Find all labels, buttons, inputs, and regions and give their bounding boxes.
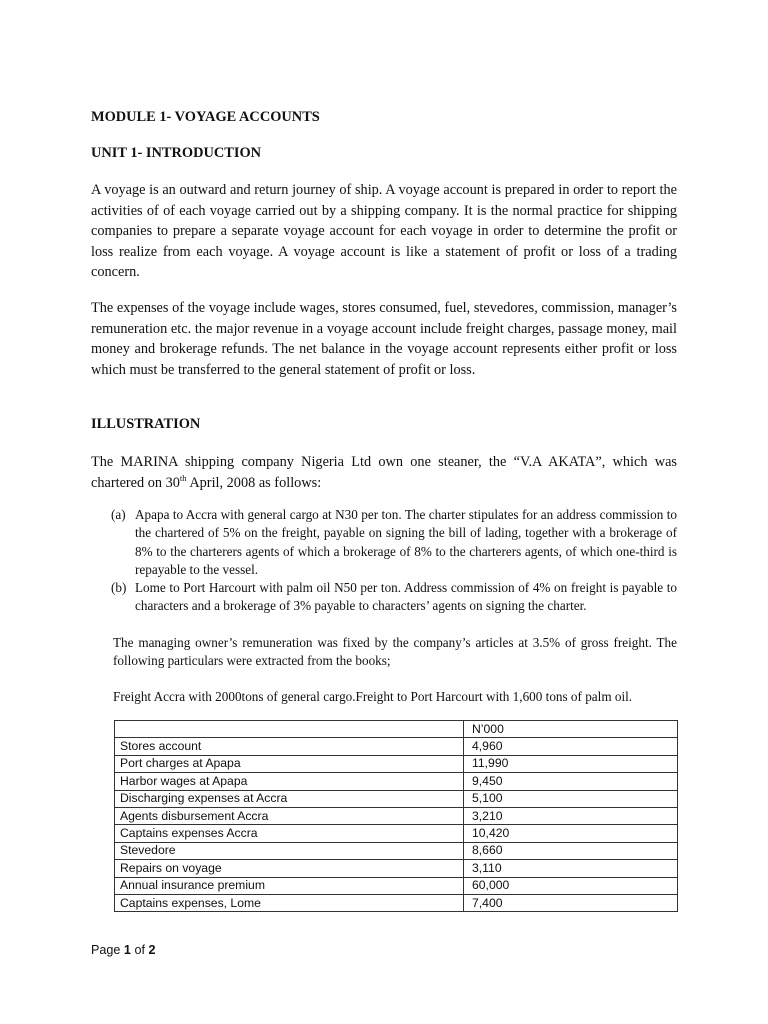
table-row (115, 807, 678, 824)
expense-label: Agents disbursement Accra (115, 807, 464, 824)
table-row (115, 877, 678, 894)
table-row (115, 860, 678, 877)
expense-amount: 8,660 (464, 842, 678, 859)
expense-label: Captains expenses Accra (115, 825, 464, 842)
expense-amount: 4,960 (464, 738, 678, 755)
charter-term-marker: (b) (111, 580, 127, 596)
table-row (115, 738, 678, 755)
footer-page-word: Page (91, 943, 121, 957)
charter-term-text: Lome to Port Harcourt with palm oil N50 per ton. Address commission of 4% on freight is payable to characters and a brokerage of 3% payable to characters’ agents on signing the charter. (135, 580, 677, 614)
table-row (115, 894, 678, 911)
expense-amount: 7,400 (464, 894, 678, 911)
expense-amount: 5,100 (464, 790, 678, 807)
table-header-amount: N’000 (464, 721, 678, 738)
table-row (115, 825, 678, 842)
table-row (115, 842, 678, 859)
freight-note: Freight Accra with 2000tons of general cargo.Freight to Port Harcourt with 1,600 tons of palm oil. (113, 689, 633, 704)
remuneration-note: The managing owner’s remuneration was fixed by the company’s articles at 3.5% of gross freight. The following particulars were extracted from the books; (113, 635, 677, 669)
table-header-label (115, 721, 464, 738)
page-footer (91, 943, 155, 957)
illustration-intro-before: The MARINA shipping company Nigeria Ltd own one steaner, the “V.A AKATA”, which was chartered on 30 (91, 454, 677, 491)
module-title: MODULE 1- VOYAGE ACCOUNTS (91, 109, 320, 125)
expense-label: Repairs on voyage (115, 860, 464, 877)
expense-label: Captains expenses, Lome (115, 894, 464, 911)
expense-label: Stevedore (115, 842, 464, 859)
expense-amount: 9,450 (464, 773, 678, 790)
expense-amount: 3,210 (464, 807, 678, 824)
charter-term-text: Apapa to Accra with general cargo at N30 per ton. The charter stipulates for an address commission to the chartered of 5% on the freight, payable on signing the bill of lading, together with a brokerage of 8% to the charterers agents of which a brokerage of 8% to the charterers agents, of which one-third is repayable to the vessel. (135, 507, 677, 577)
charter-terms-list (111, 506, 677, 616)
expense-table (114, 720, 678, 912)
footer-total-pages: 2 (148, 943, 156, 957)
expense-amount: 60,000 (464, 877, 678, 894)
intro-paragraph-2: The expenses of the voyage include wages, stores consumed, fuel, stevedores, commission, manager’s remuneration etc. the major revenue in a voyage account include freight charges, passage money, mail money and brokerage refunds. The net balance in the voyage account represents either profit or loss which must be transferred to the general statement of profit or loss. (91, 300, 677, 378)
expense-amount: 11,990 (464, 755, 678, 772)
table-header-row (115, 721, 678, 738)
table-row (115, 790, 678, 807)
expense-label: Annual insurance premium (115, 877, 464, 894)
illustration-intro (91, 452, 677, 493)
expense-amount: 3,110 (464, 860, 678, 877)
illustration-title: ILLUSTRATION (91, 416, 201, 432)
expense-label: Port charges at Apapa (115, 755, 464, 772)
expense-label: Discharging expenses at Accra (115, 790, 464, 807)
illustration-intro-after: April, 2008 as follows: (186, 474, 322, 491)
charter-term (111, 506, 677, 579)
table-row (115, 773, 678, 790)
footer-of-word: of (134, 943, 145, 957)
unit-title: UNIT 1- INTRODUCTION (91, 145, 262, 161)
footer-current-page: 1 (123, 943, 131, 957)
expense-amount: 10,420 (464, 825, 678, 842)
charter-term-marker: (a) (111, 507, 126, 522)
charter-term (111, 579, 677, 616)
table-row (115, 755, 678, 772)
expense-label: Stores account (115, 738, 464, 755)
expense-label: Harbor wages at Apapa (115, 773, 464, 790)
ordinal-suffix: th (179, 472, 187, 483)
intro-paragraph-1: A voyage is an outward and return journey of ship. A voyage account is prepared in order to report the activities of of each voyage carried out by a shipping company. It is the normal practice for shipping companies to prepare a separate voyage account for each voyage in order to determine the profit or loss realize from each voyage. A voyage account is like a statement of profit or loss of a trading concern. (91, 182, 677, 281)
